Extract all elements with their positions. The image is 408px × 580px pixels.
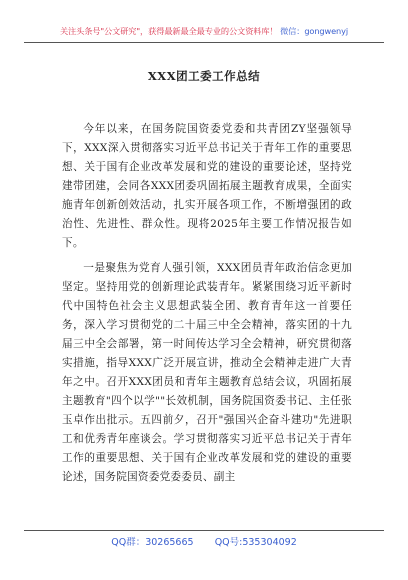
paragraph-section-one: 一是聚焦为党育人强引领，XXX团员青年政治信念更加坚定。坚持用党的创新理论武装青年。紧紧围绕习近平新时代中国特色社会主义思想武装全团、教育青年这一首要任务，深入学习贯彻党的二十届三中全会精神，落实团的十九届三中全会部署，第一时间传达学习全会精神，研究贯彻落实措施，指导XXX广泛开展宣讲，推动全会精神走进广大青年之中。召开XXX团员和青年主题教育总结会议，巩固拓展主题教育"四个以学""长效机制，国务院国资委书记、主任张玉卓作出批示。五四前夕，召开"强国兴企奋斗建功"先进职工和优秀青年座谈会。学习贯彻落实习近平总书记关于青年工作的重要思想、关于国有企业改革发展和党的建设的重要论述，国务院国资委党委委员、副主 <box>62 261 352 483</box>
paragraph-intro: 今年以来，在国务院国资委党委和共青团ZY坚强领导下，XXX深入贯彻落实习近平总书记关于青年工作的重要思想、关于国有企业改革发展和党的建设的重要论述，坚持党建带团建，会同各XXX团委巩固拓展主题教育成果，全面实施青年创新创效活动，扎实开展各项工作，不断增强团的政治性、先进性、群众性。现将2025年主要工作情况报告如下。 <box>62 123 352 249</box>
qq-number-link[interactable]: QQ号:535304092 <box>214 537 297 548</box>
promo-banner <box>0 26 408 37</box>
footer-contact <box>0 534 408 548</box>
promo-text: 关注头条号"公文研究"，获得最新最全最专业的公文资料库！ <box>59 26 278 36</box>
document-title: XXX团工委工作总结 <box>147 69 261 83</box>
header-divider <box>24 42 384 43</box>
promo-wechat: 微信：gongwenyj <box>280 26 349 36</box>
document-body <box>62 120 352 492</box>
footer-divider <box>24 530 384 531</box>
qq-group-link[interactable]: QQ群：30265665 <box>111 537 194 548</box>
